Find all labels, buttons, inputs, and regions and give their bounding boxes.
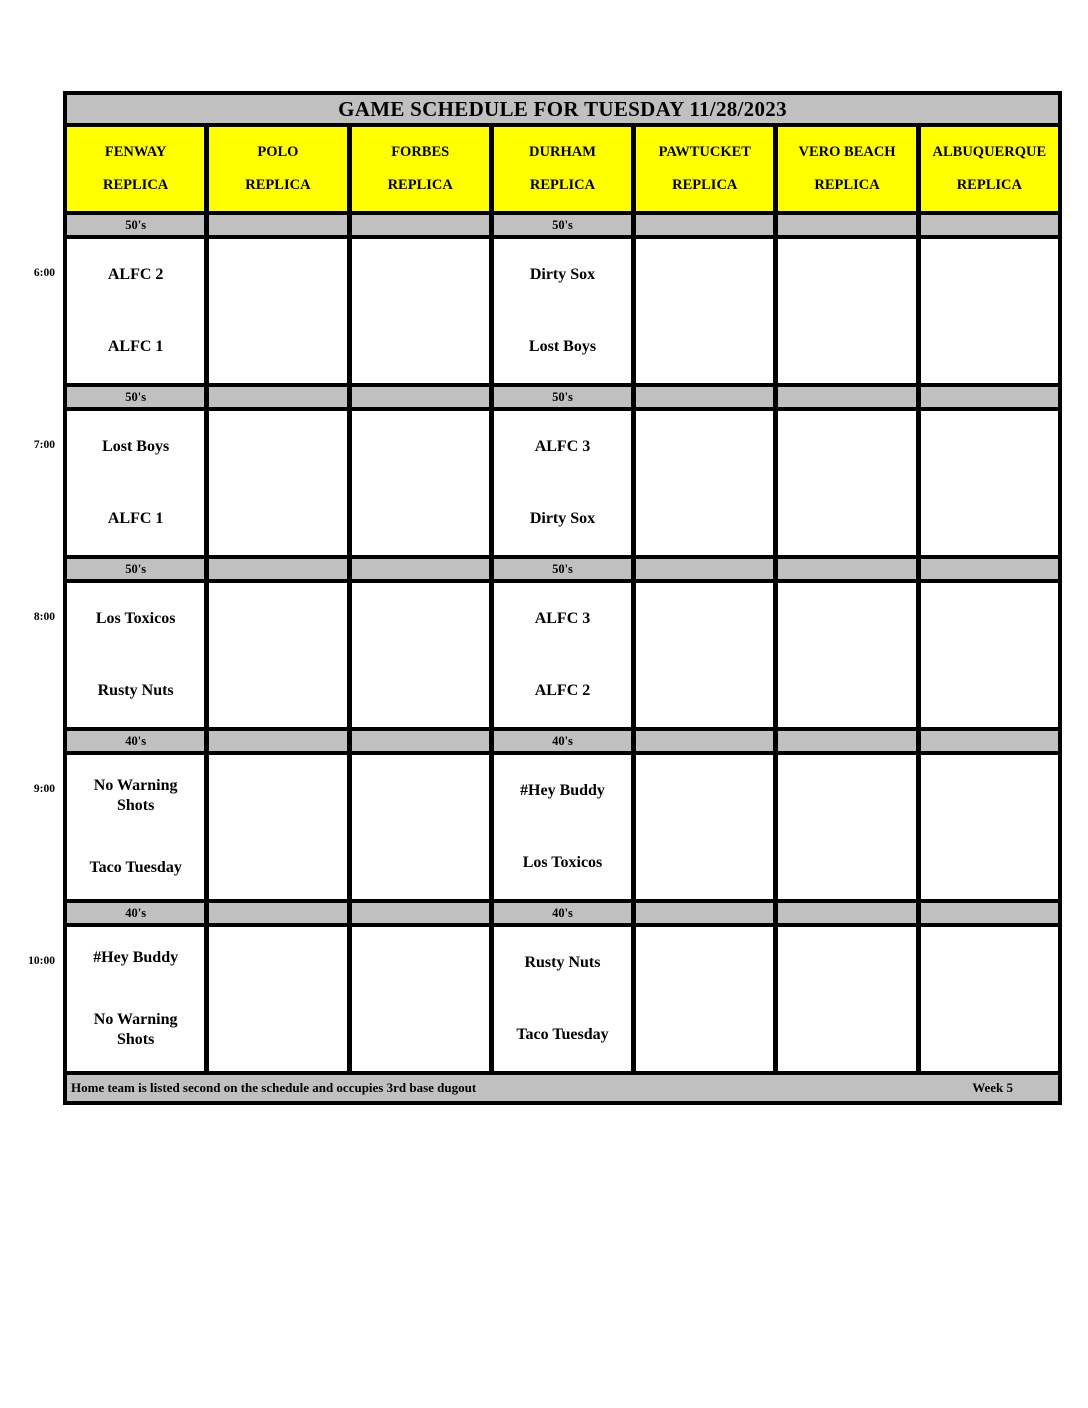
away-team: ALFC 3 — [534, 610, 591, 627]
time-label: 9:00 — [33, 783, 55, 795]
game-cell — [67, 411, 209, 555]
game-row — [33, 239, 1058, 387]
home-team: ALFC 1 — [107, 510, 164, 527]
away-team: Los Toxicos — [95, 610, 176, 627]
home-team: Dirty Sox — [529, 510, 596, 527]
game-cell — [67, 927, 209, 1071]
game-cell — [209, 411, 351, 555]
division-cell: 50's — [494, 215, 636, 235]
venue-header-forbes — [352, 127, 494, 211]
footer-row — [67, 1075, 1058, 1101]
time-slot-blocks — [28, 215, 1058, 1075]
venue-header-durham — [494, 127, 636, 211]
division-cell — [352, 215, 494, 235]
game-row — [28, 927, 1058, 1075]
home-team: Taco Tuesday — [516, 1026, 609, 1043]
away-team: #Hey Buddy — [520, 782, 605, 799]
game-cell — [209, 583, 351, 727]
schedule-table — [28, 91, 1062, 1105]
game-cell — [778, 583, 920, 727]
division-cell — [636, 215, 778, 235]
division-cell — [778, 215, 920, 235]
game-cell — [494, 755, 636, 899]
division-cell — [636, 387, 778, 407]
game-cell — [352, 755, 494, 899]
division-cell — [921, 387, 1058, 407]
venue-header-pawtucket — [636, 127, 778, 211]
division-cell: 40's — [494, 903, 636, 923]
division-cell — [209, 215, 351, 235]
division-cell — [778, 731, 920, 751]
game-cell — [921, 239, 1058, 383]
division-cell: 50's — [67, 387, 209, 407]
division-cell: 50's — [494, 559, 636, 579]
game-row — [33, 583, 1058, 731]
venue-name-label: ALBUQUERQUE — [932, 143, 1047, 160]
division-cell — [209, 387, 351, 407]
venue-header-vero-beach — [778, 127, 920, 211]
away-team: Lost Boys — [102, 438, 170, 455]
time-label: 6:00 — [33, 267, 55, 279]
venue-type-label: REPLICA — [956, 177, 1022, 194]
venue-type-label: REPLICA — [245, 177, 311, 194]
home-team: Rusty Nuts — [97, 682, 174, 699]
venue-type-label: REPLICA — [387, 177, 453, 194]
division-cell — [921, 215, 1058, 235]
game-cell — [494, 411, 636, 555]
division-cell: 40's — [494, 731, 636, 751]
game-cell — [778, 239, 920, 383]
week-label: Week 5 — [972, 1080, 1013, 1095]
game-cell — [494, 927, 636, 1071]
venue-name-label: VERO BEACH — [798, 143, 896, 160]
venue-type-label: REPLICA — [672, 177, 738, 194]
division-cell: 50's — [494, 387, 636, 407]
division-cell — [352, 559, 494, 579]
away-team: Dirty Sox — [529, 266, 596, 283]
division-cell — [352, 903, 494, 923]
game-cell — [67, 755, 209, 899]
division-cell: 50's — [67, 559, 209, 579]
division-cell: 40's — [67, 903, 209, 923]
venue-name-label: FORBES — [391, 143, 450, 160]
game-cell — [778, 755, 920, 899]
division-cell — [209, 559, 351, 579]
game-row — [33, 411, 1058, 559]
division-band-row — [67, 731, 1058, 755]
division-cell — [778, 387, 920, 407]
game-cell — [209, 239, 351, 383]
home-team: Lost Boys — [528, 338, 597, 355]
venue-header-albuquerque — [921, 127, 1058, 211]
venue-type-label: REPLICA — [529, 177, 596, 194]
game-cell — [636, 239, 778, 383]
game-cell — [209, 755, 351, 899]
venue-header-fenway — [67, 127, 209, 211]
division-cell — [352, 387, 494, 407]
game-cell — [778, 411, 920, 555]
time-label: 10:00 — [28, 955, 55, 967]
game-row — [33, 755, 1058, 903]
division-band-row — [67, 903, 1058, 927]
division-band-row — [67, 215, 1058, 239]
game-cell — [494, 583, 636, 727]
time-label: 7:00 — [33, 439, 55, 451]
venue-name-label: FENWAY — [104, 143, 167, 160]
division-cell — [778, 559, 920, 579]
away-team: ALFC 2 — [107, 266, 164, 283]
venue-name-label: PAWTUCKET — [658, 143, 751, 160]
game-cell — [67, 583, 209, 727]
venue-type-label: REPLICA — [103, 177, 169, 194]
division-cell — [921, 731, 1058, 751]
home-team: ALFC 2 — [534, 682, 591, 699]
game-cell — [352, 927, 494, 1071]
division-cell: 40's — [67, 731, 209, 751]
division-band-row — [67, 387, 1058, 411]
time-label: 8:00 — [33, 611, 55, 623]
away-team: ALFC 3 — [534, 438, 591, 455]
game-cell — [921, 583, 1058, 727]
home-team: No Warning Shots — [93, 1011, 178, 1048]
venue-header-row — [67, 127, 1058, 215]
division-band-row — [67, 559, 1058, 583]
game-cell — [352, 411, 494, 555]
game-cell — [67, 239, 209, 383]
footer-note: Home team is listed second on the schedule and occupies 3rd base dugout — [71, 1080, 477, 1095]
division-cell — [636, 559, 778, 579]
game-cell — [921, 755, 1058, 899]
game-cell — [636, 927, 778, 1071]
game-cell — [921, 411, 1058, 555]
game-cell — [494, 239, 636, 383]
division-cell — [778, 903, 920, 923]
home-team: ALFC 1 — [107, 338, 164, 355]
venue-name-label: DURHAM — [529, 143, 596, 160]
venue-type-label: REPLICA — [814, 177, 880, 194]
division-cell: 50's — [67, 215, 209, 235]
game-cell — [636, 755, 778, 899]
division-cell — [921, 559, 1058, 579]
division-cell — [636, 731, 778, 751]
game-cell — [636, 411, 778, 555]
division-cell — [636, 903, 778, 923]
game-cell — [352, 583, 494, 727]
division-cell — [352, 731, 494, 751]
division-cell — [921, 903, 1058, 923]
away-team: Rusty Nuts — [524, 954, 601, 971]
game-cell — [921, 927, 1058, 1071]
game-cell — [636, 583, 778, 727]
division-cell — [209, 731, 351, 751]
venue-name-label: POLO — [257, 143, 299, 160]
away-team: No Warning Shots — [93, 777, 178, 814]
game-cell — [352, 239, 494, 383]
home-team: Los Toxicos — [522, 854, 603, 871]
game-cell — [209, 927, 351, 1071]
away-team: #Hey Buddy — [93, 949, 179, 966]
page-title: GAME SCHEDULE FOR TUESDAY 11/28/2023 — [67, 95, 1058, 127]
game-cell — [778, 927, 920, 1071]
venue-header-polo — [209, 127, 351, 211]
home-team: Taco Tuesday — [89, 859, 182, 876]
division-cell — [209, 903, 351, 923]
